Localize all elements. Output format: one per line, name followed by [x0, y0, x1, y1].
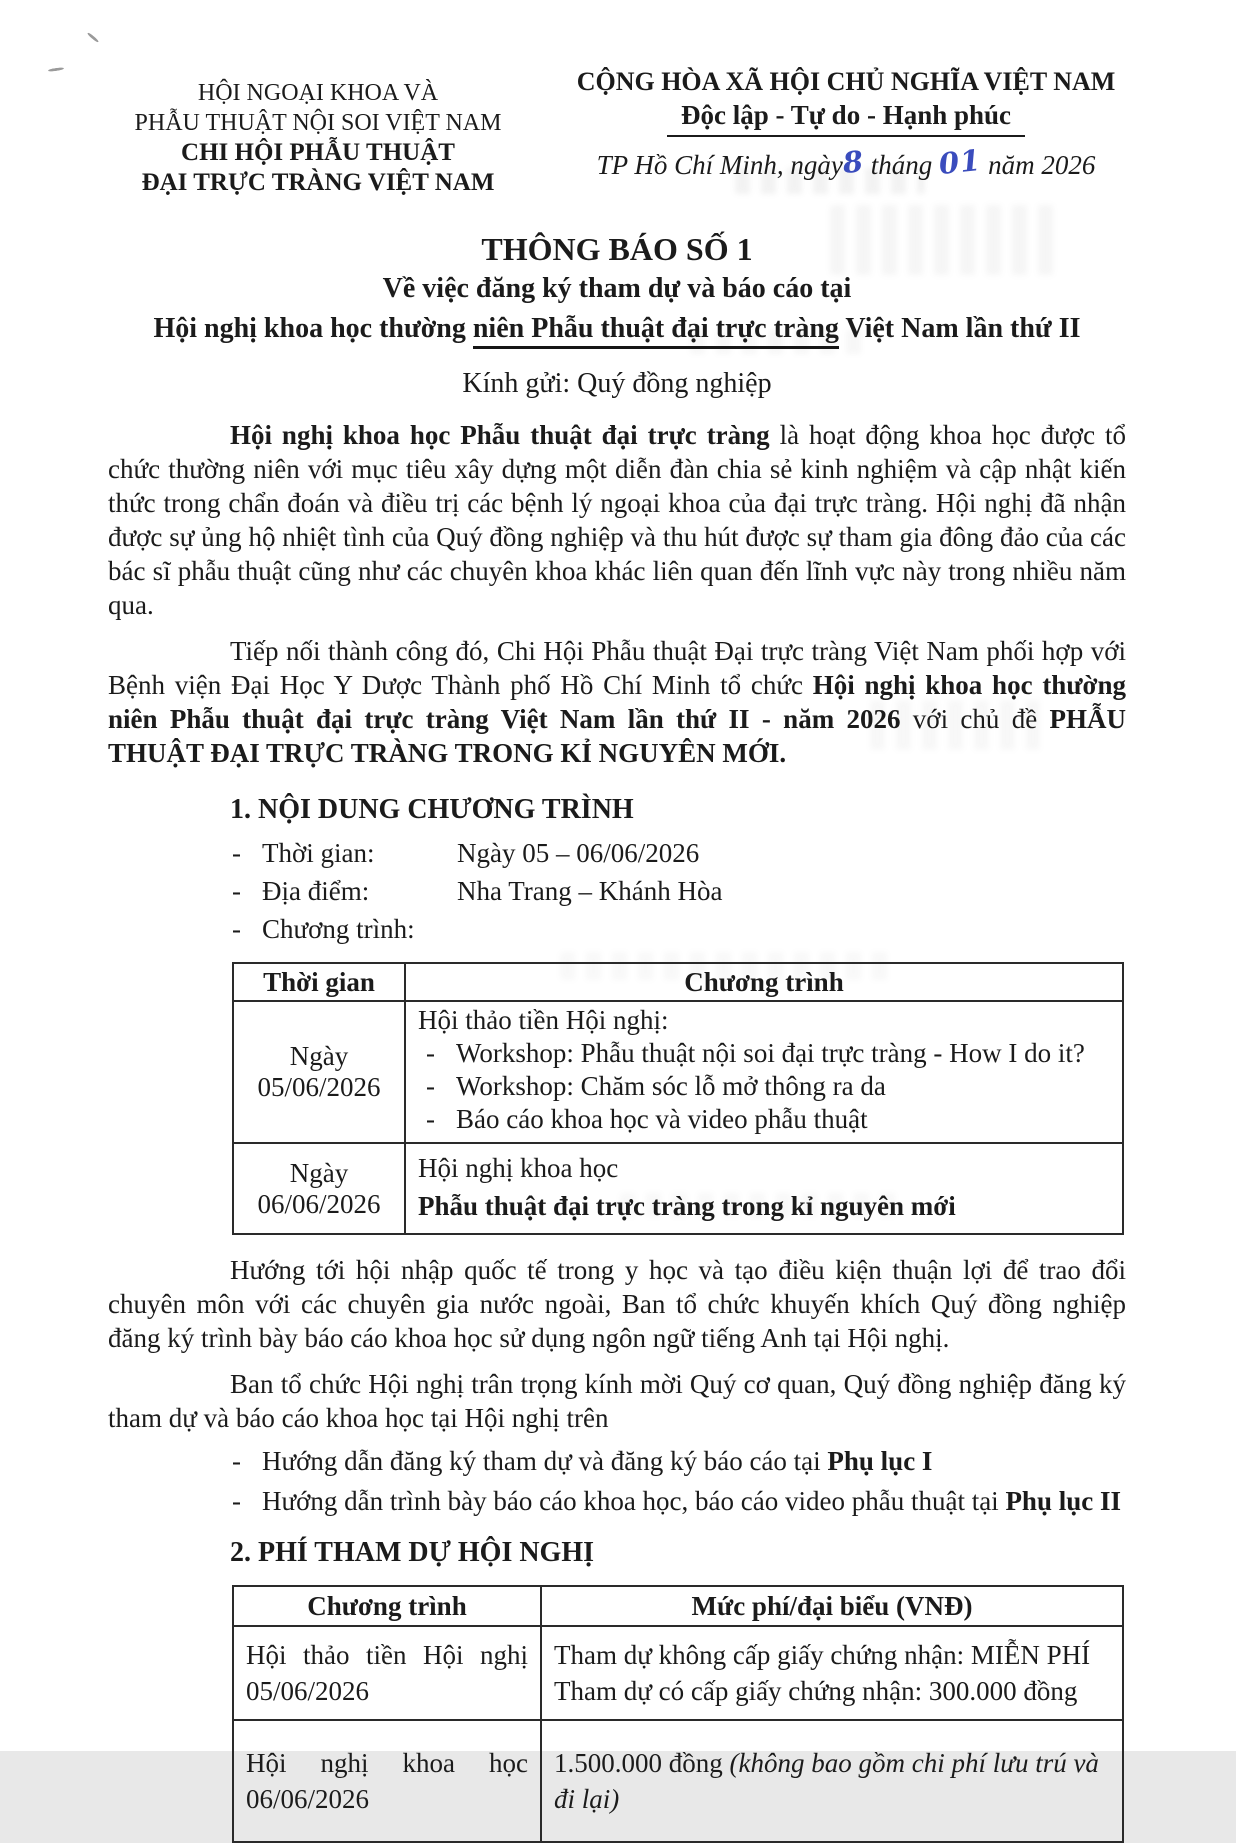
announcement-number: THÔNG BÁO SỐ 1 [481, 231, 753, 267]
pencil-mark [87, 32, 100, 43]
item-label: Thời gian: [262, 838, 375, 868]
appendix-text [262, 1481, 1121, 1521]
paragraph-2 [108, 634, 1126, 770]
paragraph-4: Ban tổ chức Hội nghị trân trọng kính mời Quý cơ quan, Quý đồng nghiệp đăng ký tham dự và báo cáo khoa học tại Hội nghị trên [108, 1369, 1126, 1433]
column-header-program: Chương trình [405, 963, 1123, 1001]
date-word: Ngày [289, 1157, 349, 1188]
program-date: 05/06/2026 [246, 1676, 370, 1706]
item-value [457, 910, 1126, 948]
column-header-program: Chương trình [233, 1586, 541, 1626]
paragraph-3: Hướng tới hội nhập quốc tế trong y học và tạo điều kiện thuận lợi để trao đổi chuyên môn với các chuyên gia nước ngoài, Ban tổ chức khuyến khích Quý đồng nghiệp đăng ký trình bày báo cáo khoa học sử dụng ngôn ngữ tiếng Anh tại Hội nghị. [108, 1255, 1126, 1353]
section-1-heading: 1. NỘI DUNG CHƯƠNG TRÌNH [230, 794, 634, 825]
title-subject: Về việc đăng ký tham dự và báo cáo tại [382, 273, 852, 304]
table-row [233, 1001, 1123, 1143]
org-line-bold: CHI HỘI PHẪU THUẬT [181, 139, 455, 166]
pencil-mark [48, 67, 64, 72]
list-item-program [232, 910, 1126, 948]
dash-icon: - [232, 1446, 241, 1476]
date-word: Ngày [289, 1041, 349, 1071]
dash-icon: - [232, 914, 241, 944]
title-underlined: niên Phẫu thuật đại trực tràng [473, 313, 839, 349]
cell-fee [541, 1626, 1123, 1720]
fee-amount: 1.500.000 đồng [554, 1748, 730, 1778]
appendix-pre: Hướng dẫn đăng ký tham dự và đăng ký báo cáo tại [262, 1446, 828, 1476]
paragraph-2-mid: với chủ đề [900, 704, 1050, 734]
paragraph-2-pre: Tiếp nối thành công đó, Chi Hội Phẫu thuật Đại trực tràng Việt Nam phối hợp với Bệnh viện Đại Học Y Dược Thành phố Hồ Chí Minh tổ chức [108, 636, 1126, 700]
table-row [233, 1143, 1123, 1234]
paragraph-2-conference-bold: Hội nghị khoa học thường niên Phẫu thuật đại trực tràng Việt Nam lần thứ II - năm 2026 [108, 670, 1126, 734]
cell-fee [541, 1720, 1123, 1842]
column-header-time: Thời gian [233, 963, 405, 1001]
title-conference-name [108, 308, 1126, 350]
national-motto-block [566, 66, 1126, 181]
handwritten-month: 01 [937, 142, 983, 182]
table-header-row [233, 1586, 1123, 1626]
appendix-item-1 [232, 1441, 1126, 1481]
paragraph-1-bold-lead: Hội nghị khoa học Phẫu thuật đại trực tràng [230, 420, 770, 450]
program-name: Hội thảo tiền Hội nghị [246, 1640, 528, 1670]
appendix-bold: Phụ lục II [1005, 1486, 1121, 1516]
program-intro: Hội thảo tiền Hội nghị: [418, 1005, 669, 1035]
bullet-text: Workshop: Phẫu thuật nội soi đại trực tràng - How I do it? [456, 1038, 1085, 1068]
appendix-text [262, 1441, 932, 1481]
appendix-pre: Hướng dẫn trình bày báo cáo khoa học, báo cáo video phẫu thuật tại [262, 1486, 1006, 1516]
fee-table [232, 1585, 1124, 1843]
issuing-organization-block [108, 78, 528, 198]
fee-line: Tham dự có cấp giấy chứng nhận: 300.000 đồng [554, 1676, 1078, 1706]
cell-program [233, 1720, 541, 1842]
program-theme-bold: Phẫu thuật đại trực tràng trong kỉ nguyên mới [418, 1191, 956, 1221]
cell-program [233, 1626, 541, 1720]
paragraph-1-rest: là hoạt động khoa học được tổ chức thường niên với mục tiêu xây dựng một diễn đàn chia sẻ kinh nghiệm và cập nhật kiến thức trong chẩn đoán và điều trị các bệnh lý ngoại khoa của đại trực tràng. Hội nghị đã nhận được sự ủng hộ nhiệt tình của Quý đồng nghiệp và thu hút được sự tham gia đông đảo của các bác sĩ phẫu thuật cũng như các chuyên khoa khác liên quan đến lĩnh vực này trong nhiều năm qua. [108, 420, 1126, 620]
column-header-fee: Mức phí/đại biểu (VNĐ) [541, 1586, 1123, 1626]
dash-icon: - [232, 838, 241, 868]
cell-date [233, 1001, 405, 1143]
list-item-location [232, 872, 1126, 910]
appendix-item-2 [232, 1481, 1126, 1521]
item-label: Chương trình: [262, 914, 415, 944]
org-line: PHẪU THUẬT NỘI SOI VIỆT NAM [134, 110, 502, 136]
date-prefix: TP Hồ Chí Minh, ngày [596, 150, 843, 180]
table-header-row [233, 963, 1123, 1001]
date-line [566, 142, 1126, 182]
dash-icon: - [426, 1071, 435, 1101]
date-mid: tháng [870, 150, 933, 180]
org-line-bold: ĐẠI TRỰC TRÀNG VIỆT NAM [141, 169, 495, 196]
bullet-text: Workshop: Chăm sóc lỗ mở thông ra da [456, 1071, 886, 1101]
paragraph-2-theme-bold: PHẪU THUẬT ĐẠI TRỰC TRÀNG TRONG KỈ NGUYÊN MỚI. [108, 704, 1126, 768]
dash-icon: - [426, 1038, 435, 1068]
dash-icon: - [426, 1104, 435, 1134]
program-bullet [418, 1037, 1112, 1070]
title-pre: Hội nghị khoa học thường [153, 313, 473, 344]
program-table [232, 962, 1124, 1235]
bullet-text: Báo cáo khoa học và video phẫu thuật [456, 1104, 868, 1134]
national-motto: Độc lập - Tự do - Hạnh phúc [667, 98, 1025, 137]
title-post: Việt Nam lần thứ II [838, 313, 1081, 344]
date-value: 05/06/2026 [257, 1072, 381, 1102]
national-title: CỘNG HÒA XÃ HỘI CHỦ NGHĨA VIỆT NAM [576, 67, 1116, 96]
greeting-line: Kính gửi: Quý đồng nghiệp [462, 368, 772, 399]
document-title-block [108, 228, 1126, 350]
date-value: 06/06/2026 [257, 1188, 381, 1219]
item-label: Địa điểm: [262, 876, 370, 906]
cell-program [405, 1001, 1123, 1143]
program-bullet [418, 1103, 1112, 1136]
date-suffix: năm 2026 [988, 150, 1096, 180]
cell-date [233, 1143, 405, 1234]
table-row [233, 1720, 1123, 1842]
item-value: Nha Trang – Khánh Hòa [457, 876, 723, 906]
document-header [108, 66, 1126, 198]
fee-line: Tham dự không cấp giấy chứng nhận: MIỄN PHÍ [554, 1640, 1091, 1670]
program-line: Hội nghị khoa học [418, 1153, 619, 1183]
list-item-time [232, 834, 1126, 872]
cell-program [405, 1143, 1123, 1234]
section-2-heading: 2. PHÍ THAM DỰ HỘI NGHỊ [230, 1537, 595, 1568]
appendix-bold: Phụ lục I [827, 1446, 933, 1476]
program-bullet [418, 1070, 1112, 1103]
paragraph-1 [108, 418, 1126, 622]
org-line: HỘI NGOẠI KHOA VÀ [197, 80, 439, 106]
handwritten-day: 8 [840, 143, 866, 181]
document-content [108, 66, 1126, 1843]
program-name: Hội nghị khoa học [246, 1748, 528, 1778]
dash-icon: - [232, 876, 241, 906]
fee-note-italic: (không bao gồm chi phí lưu trú và đi lại) [554, 1748, 1099, 1814]
program-date: 06/06/2026 [246, 1784, 370, 1814]
table-row [233, 1626, 1123, 1720]
dash-icon: - [232, 1486, 241, 1516]
item-value: Ngày 05 – 06/06/2026 [457, 838, 700, 868]
